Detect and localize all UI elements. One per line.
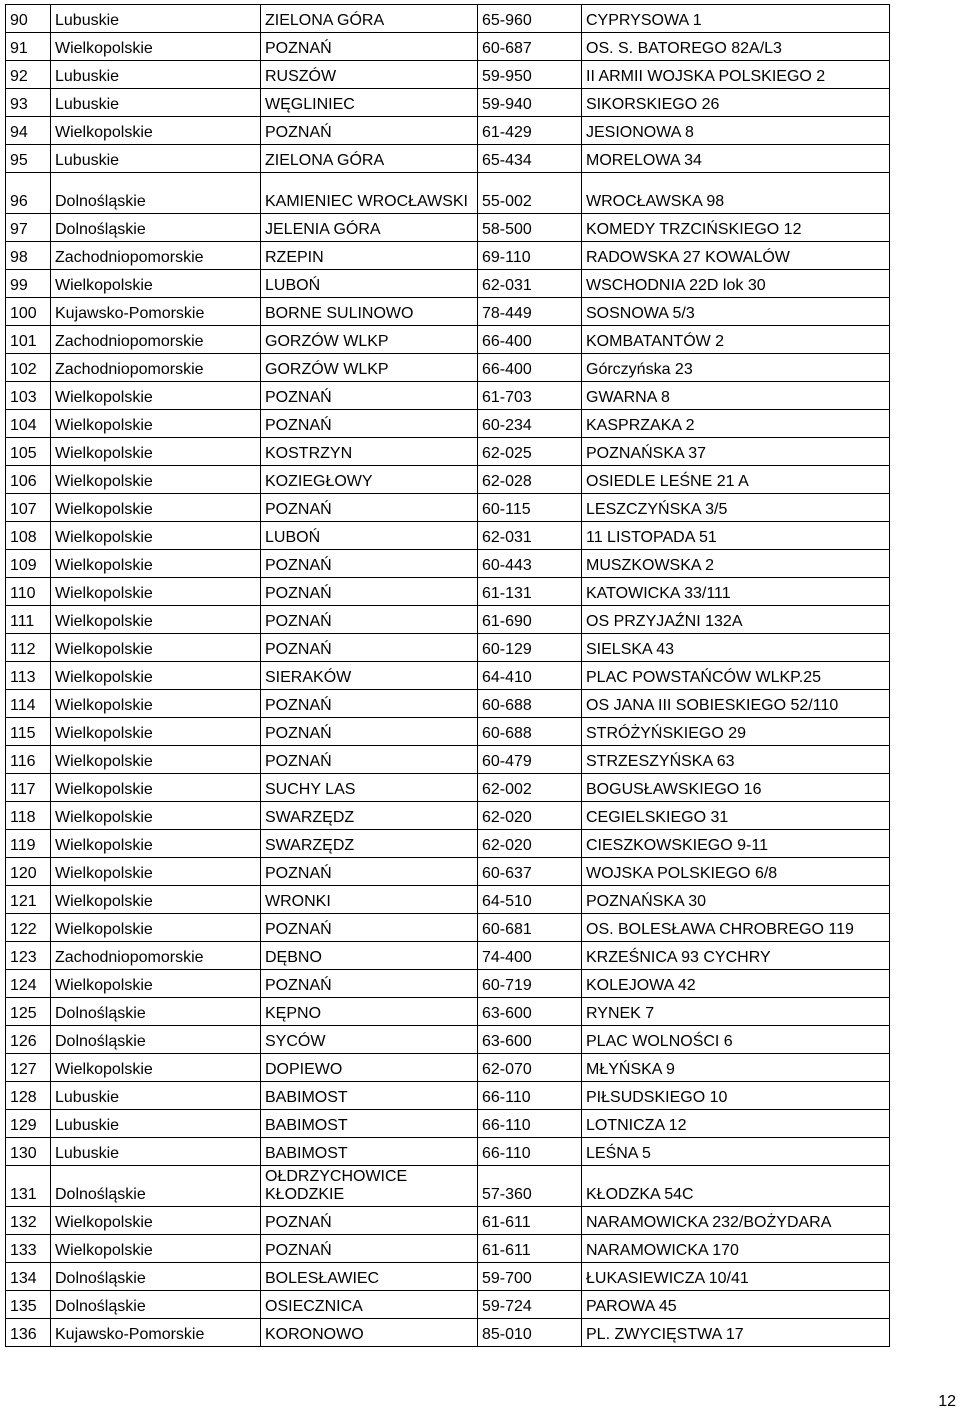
table-row <box>6 1054 890 1082</box>
table-row <box>6 173 890 214</box>
table-row <box>6 89 890 117</box>
postal-code-cell: 61-690 <box>478 606 582 634</box>
table-row <box>6 382 890 410</box>
city-cell: POZNAŃ <box>261 494 478 522</box>
table-row <box>6 718 890 746</box>
street-address-cell: WSCHODNIA 22D lok 30 <box>582 270 890 298</box>
street-address-cell: CEGIELSKIEGO 31 <box>582 802 890 830</box>
city-cell: BABIMOST <box>261 1082 478 1110</box>
postal-code-cell: 59-700 <box>478 1263 582 1291</box>
street-address-cell: ŁUKASIEWICZA 10/41 <box>582 1263 890 1291</box>
city-cell: GORZÓW WLKP <box>261 354 478 382</box>
postal-code-cell: 60-129 <box>478 634 582 662</box>
row-number-cell: 130 <box>6 1138 51 1166</box>
row-number-cell: 114 <box>6 690 51 718</box>
row-number-cell: 128 <box>6 1082 51 1110</box>
row-number-cell: 129 <box>6 1110 51 1138</box>
row-number-cell: 121 <box>6 886 51 914</box>
region-cell: Dolnośląskie <box>51 214 261 242</box>
region-cell: Kujawsko-Pomorskie <box>51 1319 261 1347</box>
city-cell: RZEPIN <box>261 242 478 270</box>
city-cell: LUBOŃ <box>261 270 478 298</box>
region-cell: Lubuskie <box>51 5 261 33</box>
table-row <box>6 1291 890 1319</box>
region-cell: Lubuskie <box>51 145 261 173</box>
postal-code-cell: 62-025 <box>478 438 582 466</box>
city-cell: BORNE SULINOWO <box>261 298 478 326</box>
postal-code-cell: 64-510 <box>478 886 582 914</box>
table-row <box>6 914 890 942</box>
region-cell: Zachodniopomorskie <box>51 354 261 382</box>
region-cell: Lubuskie <box>51 1082 261 1110</box>
city-cell: POZNAŃ <box>261 382 478 410</box>
city-cell: SWARZĘDZ <box>261 830 478 858</box>
table-row <box>6 578 890 606</box>
table-row <box>6 1207 890 1235</box>
street-address-cell: Górczyńska 23 <box>582 354 890 382</box>
table-row <box>6 1138 890 1166</box>
street-address-cell: WOJSKA POLSKIEGO 6/8 <box>582 858 890 886</box>
region-cell: Lubuskie <box>51 1138 261 1166</box>
city-cell: KĘPNO <box>261 998 478 1026</box>
postal-code-cell: 62-028 <box>478 466 582 494</box>
street-address-cell: MUSZKOWSKA 2 <box>582 550 890 578</box>
region-cell: Wielkopolskie <box>51 522 261 550</box>
street-address-cell: 11 LISTOPADA 51 <box>582 522 890 550</box>
row-number-cell: 99 <box>6 270 51 298</box>
row-number-cell: 116 <box>6 746 51 774</box>
table-row <box>6 270 890 298</box>
postal-code-cell: 60-687 <box>478 33 582 61</box>
row-number-cell: 93 <box>6 89 51 117</box>
row-number-cell: 98 <box>6 242 51 270</box>
region-cell: Wielkopolskie <box>51 466 261 494</box>
region-cell: Wielkopolskie <box>51 33 261 61</box>
table-row <box>6 326 890 354</box>
region-cell: Lubuskie <box>51 61 261 89</box>
street-address-cell: KOLEJOWA 42 <box>582 970 890 998</box>
postal-code-cell: 62-070 <box>478 1054 582 1082</box>
street-address-cell: BOGUSŁAWSKIEGO 16 <box>582 774 890 802</box>
table-row <box>6 466 890 494</box>
region-cell: Dolnośląskie <box>51 1291 261 1319</box>
street-address-cell: KŁODZKA 54C <box>582 1166 890 1207</box>
street-address-cell: WROCŁAWSKA 98 <box>582 173 890 214</box>
table-row <box>6 354 890 382</box>
row-number-cell: 112 <box>6 634 51 662</box>
postal-code-cell: 62-020 <box>478 802 582 830</box>
region-cell: Wielkopolskie <box>51 634 261 662</box>
region-cell: Wielkopolskie <box>51 970 261 998</box>
city-cell: POZNAŃ <box>261 1235 478 1263</box>
city-cell: BOLESŁAWIEC <box>261 1263 478 1291</box>
postal-code-cell: 61-131 <box>478 578 582 606</box>
street-address-cell: OS. BOLESŁAWA CHROBREGO 119 <box>582 914 890 942</box>
postal-code-cell: 66-400 <box>478 326 582 354</box>
row-number-cell: 95 <box>6 145 51 173</box>
city-cell: SWARZĘDZ <box>261 802 478 830</box>
row-number-cell: 102 <box>6 354 51 382</box>
row-number-cell: 92 <box>6 61 51 89</box>
row-number-cell: 96 <box>6 173 51 214</box>
postal-code-cell: 60-681 <box>478 914 582 942</box>
street-address-cell: KASPRZAKA 2 <box>582 410 890 438</box>
row-number-cell: 127 <box>6 1054 51 1082</box>
row-number-cell: 113 <box>6 662 51 690</box>
street-address-cell: RADOWSKA 27 KOWALÓW <box>582 242 890 270</box>
street-address-cell: KATOWICKA 33/111 <box>582 578 890 606</box>
street-address-cell: LEŚNA 5 <box>582 1138 890 1166</box>
row-number-cell: 132 <box>6 1207 51 1235</box>
city-cell: DĘBNO <box>261 942 478 970</box>
table-row <box>6 298 890 326</box>
city-cell: WĘGLINIEC <box>261 89 478 117</box>
postal-code-cell: 60-479 <box>478 746 582 774</box>
row-number-cell: 94 <box>6 117 51 145</box>
postal-code-cell: 59-724 <box>478 1291 582 1319</box>
city-cell: OŁDRZYCHOWICE KŁODZKIE <box>261 1166 478 1207</box>
table-row <box>6 942 890 970</box>
table-row <box>6 410 890 438</box>
street-address-cell: SOSNOWA 5/3 <box>582 298 890 326</box>
table-row <box>6 1166 890 1207</box>
street-address-cell: NARAMOWICKA 232/BOŻYDARA <box>582 1207 890 1235</box>
table-row <box>6 1110 890 1138</box>
table-row <box>6 61 890 89</box>
street-address-cell: OS. S. BATOREGO 82A/L3 <box>582 33 890 61</box>
region-cell: Wielkopolskie <box>51 494 261 522</box>
street-address-cell: OS PRZYJAŹNI 132A <box>582 606 890 634</box>
row-number-cell: 131 <box>6 1166 51 1207</box>
city-cell: POZNAŃ <box>261 970 478 998</box>
street-address-cell: KRZEŚNICA 93 CYCHRY <box>582 942 890 970</box>
street-address-cell: OS JANA III SOBIESKIEGO 52/110 <box>582 690 890 718</box>
postal-code-cell: 61-429 <box>478 117 582 145</box>
city-cell: POZNAŃ <box>261 550 478 578</box>
city-cell: RUSZÓW <box>261 61 478 89</box>
table-row <box>6 1319 890 1347</box>
street-address-cell: RYNEK 7 <box>582 998 890 1026</box>
city-cell: ZIELONA GÓRA <box>261 145 478 173</box>
postal-code-cell: 61-611 <box>478 1235 582 1263</box>
city-cell: KAMIENIEC WROCŁAWSKI <box>261 173 478 214</box>
street-address-cell: LESZCZYŃSKA 3/5 <box>582 494 890 522</box>
row-number-cell: 134 <box>6 1263 51 1291</box>
region-cell: Wielkopolskie <box>51 858 261 886</box>
street-address-cell: MORELOWA 34 <box>582 145 890 173</box>
city-cell: POZNAŃ <box>261 914 478 942</box>
row-number-cell: 135 <box>6 1291 51 1319</box>
region-cell: Wielkopolskie <box>51 578 261 606</box>
city-cell: POZNAŃ <box>261 606 478 634</box>
table-row <box>6 886 890 914</box>
street-address-cell: JESIONOWA 8 <box>582 117 890 145</box>
street-address-cell: SIKORSKIEGO 26 <box>582 89 890 117</box>
table-row <box>6 606 890 634</box>
postal-code-cell: 57-360 <box>478 1166 582 1207</box>
city-cell: KOZIEGŁOWY <box>261 466 478 494</box>
city-cell: POZNAŃ <box>261 578 478 606</box>
region-cell: Wielkopolskie <box>51 1235 261 1263</box>
street-address-cell: II ARMII WOJSKA POLSKIEGO 2 <box>582 61 890 89</box>
row-number-cell: 103 <box>6 382 51 410</box>
table-row <box>6 746 890 774</box>
table-row <box>6 1263 890 1291</box>
region-cell: Wielkopolskie <box>51 746 261 774</box>
city-cell: POZNAŃ <box>261 634 478 662</box>
table-row <box>6 998 890 1026</box>
postal-code-cell: 66-110 <box>478 1082 582 1110</box>
table-row <box>6 145 890 173</box>
table-row <box>6 522 890 550</box>
city-cell: POZNAŃ <box>261 858 478 886</box>
postal-code-cell: 60-719 <box>478 970 582 998</box>
table-row <box>6 662 890 690</box>
city-cell: KOSTRZYN <box>261 438 478 466</box>
postal-code-cell: 62-031 <box>478 522 582 550</box>
row-number-cell: 109 <box>6 550 51 578</box>
row-number-cell: 115 <box>6 718 51 746</box>
postal-code-cell: 60-443 <box>478 550 582 578</box>
region-cell: Wielkopolskie <box>51 550 261 578</box>
street-address-cell: POZNAŃSKA 37 <box>582 438 890 466</box>
region-cell: Wielkopolskie <box>51 690 261 718</box>
postal-code-cell: 74-400 <box>478 942 582 970</box>
street-address-cell: PLAC POWSTAŃCÓW WLKP.25 <box>582 662 890 690</box>
row-number-cell: 126 <box>6 1026 51 1054</box>
region-cell: Zachodniopomorskie <box>51 326 261 354</box>
region-cell: Zachodniopomorskie <box>51 242 261 270</box>
row-number-cell: 90 <box>6 5 51 33</box>
region-cell: Lubuskie <box>51 1110 261 1138</box>
postal-code-cell: 78-449 <box>478 298 582 326</box>
row-number-cell: 101 <box>6 326 51 354</box>
row-number-cell: 123 <box>6 942 51 970</box>
street-address-cell: PIŁSUDSKIEGO 10 <box>582 1082 890 1110</box>
city-cell: KORONOWO <box>261 1319 478 1347</box>
table-row <box>6 1082 890 1110</box>
region-cell: Wielkopolskie <box>51 830 261 858</box>
city-cell: SIERAKÓW <box>261 662 478 690</box>
postal-code-cell: 64-410 <box>478 662 582 690</box>
city-cell: LUBOŃ <box>261 522 478 550</box>
table-row <box>6 5 890 33</box>
table-row <box>6 1235 890 1263</box>
region-cell: Wielkopolskie <box>51 802 261 830</box>
postal-code-cell: 62-002 <box>478 774 582 802</box>
row-number-cell: 108 <box>6 522 51 550</box>
postal-code-cell: 66-110 <box>478 1110 582 1138</box>
table-row <box>6 774 890 802</box>
street-address-cell: SIELSKA 43 <box>582 634 890 662</box>
region-cell: Dolnośląskie <box>51 1263 261 1291</box>
row-number-cell: 100 <box>6 298 51 326</box>
street-address-cell: GWARNA 8 <box>582 382 890 410</box>
postal-code-cell: 60-115 <box>478 494 582 522</box>
table-row <box>6 690 890 718</box>
postal-code-cell: 61-611 <box>478 1207 582 1235</box>
region-cell: Wielkopolskie <box>51 718 261 746</box>
city-cell: POZNAŃ <box>261 117 478 145</box>
row-number-cell: 124 <box>6 970 51 998</box>
postal-code-cell: 63-600 <box>478 998 582 1026</box>
city-cell: WRONKI <box>261 886 478 914</box>
row-number-cell: 105 <box>6 438 51 466</box>
row-number-cell: 122 <box>6 914 51 942</box>
street-address-cell: MŁYŃSKA 9 <box>582 1054 890 1082</box>
row-number-cell: 110 <box>6 578 51 606</box>
row-number-cell: 104 <box>6 410 51 438</box>
table-row <box>6 1026 890 1054</box>
region-cell: Wielkopolskie <box>51 914 261 942</box>
region-cell: Wielkopolskie <box>51 410 261 438</box>
region-cell: Dolnośląskie <box>51 173 261 214</box>
street-address-cell: CYPRYSOWA 1 <box>582 5 890 33</box>
postal-code-cell: 69-110 <box>478 242 582 270</box>
region-cell: Wielkopolskie <box>51 662 261 690</box>
postal-code-cell: 66-110 <box>478 1138 582 1166</box>
row-number-cell: 91 <box>6 33 51 61</box>
city-cell: DOPIEWO <box>261 1054 478 1082</box>
city-cell: POZNAŃ <box>261 410 478 438</box>
region-cell: Wielkopolskie <box>51 117 261 145</box>
table-row <box>6 634 890 662</box>
postal-code-cell: 65-960 <box>478 5 582 33</box>
table-row <box>6 550 890 578</box>
postal-code-cell: 63-600 <box>478 1026 582 1054</box>
row-number-cell: 133 <box>6 1235 51 1263</box>
street-address-cell: KOMBATANTÓW 2 <box>582 326 890 354</box>
street-address-cell: STRZESZYŃSKA 63 <box>582 746 890 774</box>
region-cell: Dolnośląskie <box>51 1166 261 1207</box>
postal-code-cell: 58-500 <box>478 214 582 242</box>
region-cell: Wielkopolskie <box>51 774 261 802</box>
region-cell: Wielkopolskie <box>51 1054 261 1082</box>
street-address-cell: CIESZKOWSKIEGO 9-11 <box>582 830 890 858</box>
table-row <box>6 802 890 830</box>
city-cell: BABIMOST <box>261 1138 478 1166</box>
address-table-body <box>6 5 890 1347</box>
region-cell: Dolnośląskie <box>51 1026 261 1054</box>
city-cell: POZNAŃ <box>261 690 478 718</box>
table-row <box>6 830 890 858</box>
postal-code-cell: 66-400 <box>478 354 582 382</box>
street-address-cell: POZNAŃSKA 30 <box>582 886 890 914</box>
table-row <box>6 858 890 886</box>
city-cell: POZNAŃ <box>261 746 478 774</box>
postal-code-cell: 62-020 <box>478 830 582 858</box>
postal-code-cell: 65-434 <box>478 145 582 173</box>
postal-code-cell: 85-010 <box>478 1319 582 1347</box>
city-cell: SUCHY LAS <box>261 774 478 802</box>
table-row <box>6 214 890 242</box>
city-cell: GORZÓW WLKP <box>261 326 478 354</box>
row-number-cell: 119 <box>6 830 51 858</box>
row-number-cell: 106 <box>6 466 51 494</box>
table-row <box>6 438 890 466</box>
row-number-cell: 111 <box>6 606 51 634</box>
table-row <box>6 117 890 145</box>
city-cell: POZNAŃ <box>261 33 478 61</box>
city-cell: JELENIA GÓRA <box>261 214 478 242</box>
postal-code-cell: 61-703 <box>478 382 582 410</box>
city-cell: OSIECZNICA <box>261 1291 478 1319</box>
table-row <box>6 970 890 998</box>
city-cell: SYCÓW <box>261 1026 478 1054</box>
region-cell: Zachodniopomorskie <box>51 942 261 970</box>
postal-code-cell: 60-637 <box>478 858 582 886</box>
region-cell: Lubuskie <box>51 89 261 117</box>
address-table <box>5 4 890 1347</box>
row-number-cell: 97 <box>6 214 51 242</box>
region-cell: Wielkopolskie <box>51 382 261 410</box>
postal-code-cell: 55-002 <box>478 173 582 214</box>
row-number-cell: 125 <box>6 998 51 1026</box>
street-address-cell: KOMEDY TRZCIŃSKIEGO 12 <box>582 214 890 242</box>
postal-code-cell: 62-031 <box>478 270 582 298</box>
region-cell: Wielkopolskie <box>51 270 261 298</box>
street-address-cell: PLAC WOLNOŚCI 6 <box>582 1026 890 1054</box>
region-cell: Kujawsko-Pomorskie <box>51 298 261 326</box>
table-row <box>6 242 890 270</box>
row-number-cell: 136 <box>6 1319 51 1347</box>
postal-code-cell: 59-950 <box>478 61 582 89</box>
region-cell: Wielkopolskie <box>51 606 261 634</box>
postal-code-cell: 60-688 <box>478 718 582 746</box>
street-address-cell: PL. ZWYCIĘSTWA 17 <box>582 1319 890 1347</box>
street-address-cell: PAROWA 45 <box>582 1291 890 1319</box>
city-cell: ZIELONA GÓRA <box>261 5 478 33</box>
street-address-cell: STRÓŻYŃSKIEGO 29 <box>582 718 890 746</box>
row-number-cell: 107 <box>6 494 51 522</box>
postal-code-cell: 60-234 <box>478 410 582 438</box>
row-number-cell: 120 <box>6 858 51 886</box>
table-row <box>6 494 890 522</box>
row-number-cell: 117 <box>6 774 51 802</box>
table-row <box>6 33 890 61</box>
region-cell: Wielkopolskie <box>51 438 261 466</box>
region-cell: Dolnośląskie <box>51 998 261 1026</box>
postal-code-cell: 60-688 <box>478 690 582 718</box>
region-cell: Wielkopolskie <box>51 886 261 914</box>
region-cell: Wielkopolskie <box>51 1207 261 1235</box>
page-number: 12 <box>938 1393 956 1410</box>
postal-code-cell: 59-940 <box>478 89 582 117</box>
city-cell: POZNAŃ <box>261 1207 478 1235</box>
street-address-cell: NARAMOWICKA 170 <box>582 1235 890 1263</box>
street-address-cell: LOTNICZA 12 <box>582 1110 890 1138</box>
row-number-cell: 118 <box>6 802 51 830</box>
city-cell: POZNAŃ <box>261 718 478 746</box>
street-address-cell: OSIEDLE LEŚNE 21 A <box>582 466 890 494</box>
city-cell: BABIMOST <box>261 1110 478 1138</box>
